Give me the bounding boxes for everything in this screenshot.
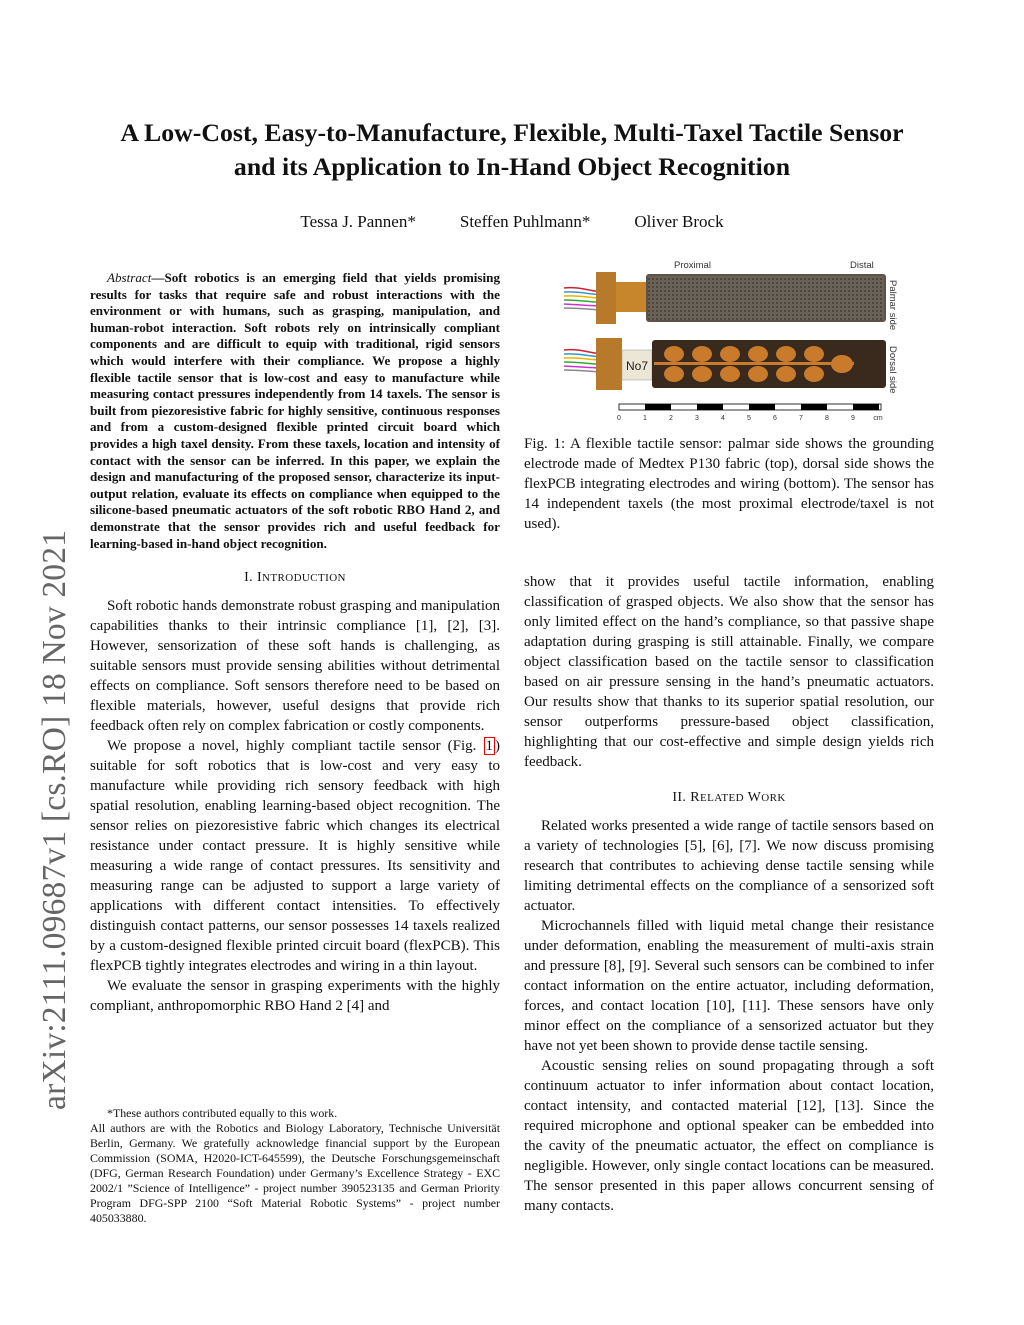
figure-1 <box>524 258 934 422</box>
scale-unit: cm <box>873 415 883 422</box>
right-paragraph-1: show that it provides useful tactile information, enabling classification of grasped objects. We also show that the sensor has only limited effect on the hand’s compliance, so that passive shape adaptation during grasping is still attainable. Finally, we compare object classification based on the tactile sensor to classification based on air pressure sensing in the hand’s pneumatic actuators. Our results show that thanks to its superior spatial resolution, our sensor outperforms pressure-based object classification, highlighting that our cost-effective and simple design yields rich feedback. <box>524 574 934 770</box>
intro-paragraph-2 <box>90 736 500 976</box>
label-dorsal-side: Dorsal side <box>887 346 898 394</box>
intro-paragraph-3: We evaluate the sensor in grasping experiments with the highly compliant, anthropomorphic RBO Hand 2 [4] and <box>90 978 500 1015</box>
scale-tick: 5 <box>747 415 751 422</box>
scale-tick: 0 <box>617 415 621 422</box>
section-initial: I <box>256 570 263 586</box>
scale-tick: 3 <box>695 415 699 422</box>
tag-label-text: No7 <box>625 359 649 373</box>
abstract-dash: — <box>151 270 165 285</box>
section-initial: R <box>690 790 700 805</box>
section-heading-introduction <box>90 568 500 588</box>
scale-tick: 8 <box>825 415 829 422</box>
figure-1-caption: Fig. 1: A flexible tactile sensor: palmar side shows the grounding electrode made of Medtex P130 fabric (top), dorsal side shows the flexPCB integrating electrodes and wiring (bottom). The sensor has 14 independent taxels (the most proximal electrode/taxel is not used). <box>524 436 934 532</box>
scale-tick: 1 <box>643 415 647 422</box>
scale-tick: 6 <box>773 415 777 422</box>
label-palmar-side: Palmar side <box>887 280 898 331</box>
author-1: Tessa J. Pannen* <box>300 212 416 231</box>
scale-tick: 9 <box>851 415 855 422</box>
section-number: I. <box>244 570 254 586</box>
title-line-2: and its Application to In-Hand Object Recognition <box>233 152 791 181</box>
related-paragraph-1: Related works presented a wide range of tactile sensors based on a variety of technologies [5], [6], [7]. We now discuss promising research that contributes to achieving dense tactile sensing while limiting detrimental effects on the compliance of a sensorized soft actuator. <box>524 818 934 914</box>
intro-paragraph-1: Soft robotic hands demonstrate robust grasping and manipulation capabilities thanks to their intrinsic compliance [1], [2], [3]. However, sensorization of these soft hands is challenging, as suitable sensors must provide sensing abilities without detrimental effects on compliance. Soft sensors therefore need to be based on flexible materials, however, useful designs that provide rich feedback often rely on complex fabrication or costly components. <box>90 598 500 735</box>
arxiv-identifier: arXiv:2111.09687v1 [cs.RO] 18 Nov 2021 <box>36 529 73 1110</box>
section-smallcaps: ELATED <box>700 792 744 804</box>
scale-tick: 4 <box>721 415 725 422</box>
footnote-equal-contribution: *These authors contributed equally to this work. <box>107 1106 338 1120</box>
author-3: Oliver Brock <box>634 212 724 231</box>
footnote <box>90 1106 500 1226</box>
section-smallcaps: ORK <box>761 792 786 804</box>
section-number: II. <box>672 790 687 805</box>
section-heading-related-work <box>524 788 934 808</box>
section-initial: W <box>747 790 762 805</box>
author-2: Steffen Puhlmann* <box>459 212 591 231</box>
section-smallcaps: NTRODUCTION <box>262 572 346 585</box>
footnote-affiliation: All authors are with the Robotics and Biology Laboratory, Technische Universität Berlin, Germany. We gratefully acknowledge financial support by the European Commission (SOMA, H2020-ICT-645599), the Deutsche Forschungsgemeinschaft (DFG, German Research Foundation) under Germany’s Excellence Strategy - EXC 2002/1 ”Science of Intelligence” - project number 390523135 and German Priority Program DFG-SPP 2100 “Soft Material Robotic Systems” - project number 405033880. <box>90 1121 500 1225</box>
sensor-photo <box>524 258 934 423</box>
figure-1-link[interactable]: 1 <box>485 738 493 755</box>
label-distal: Distal <box>850 260 874 271</box>
abstract <box>90 270 500 552</box>
scale-tick: 7 <box>799 415 803 422</box>
author-list <box>80 211 944 233</box>
left-column <box>90 270 500 1016</box>
scale-tick: 2 <box>669 415 673 422</box>
label-proximal: Proximal <box>674 260 711 271</box>
scale-bar <box>619 404 881 410</box>
paper-title <box>80 116 944 184</box>
connector-top <box>596 272 616 324</box>
right-column <box>524 258 934 1216</box>
abstract-label: Abstract <box>107 270 152 285</box>
related-paragraph-3: Acoustic sensing relies on sound propagating through a soft continuum actuator to infer information about contact location, contact intensity, and contacted material [12], [13]. Since the required microphone and optional speaker can be embedded into the cavity of the pneumatic actuator, the effect on compliance is negligible. However, only single contact locations can be measured. The sensor presented in this paper allows concurrent sensing of many contacts. <box>524 1058 934 1214</box>
intro-paragraph-2-rest: ) suitable for soft robotics that is low-cost and very easy to manufacture while providing rich sensory feedback with high spatial resolution, enabling learning-based object recognition. The sensor relies on piezoresistive fabric which changes its electrical resistance under contact pressure. It is highly sensitive while measuring a wide range of contact pressures. Its sensitivity and measuring range can be adjusted to support a large variety of applications with different contact intensities. To effectively distinguish contact patterns, our sensor possesses 14 taxels realized by a custom-designed flexible printed circuit board (flexPCB). This flexPCB tightly integrates electrodes and wiring in a thin layout. <box>90 738 500 975</box>
connector-bottom <box>596 338 622 390</box>
scale-tick-labels <box>617 415 883 422</box>
related-paragraph-2: Microchannels filled with liquid metal change their resistance under deformation, enabling the measurement of multi-axis strain and pressure [8], [9]. Several such sensors can be combined to infer contact information on the entire actuator, including deformation, forces, and contact location [10], [11]. These sensors have only minor effect on the compliance of a sensorized actuator but they have not yet been shown to provide dense tactile sensing. <box>524 918 934 1054</box>
flexpcb-neck-top <box>616 282 646 312</box>
title-line-1: A Low-Cost, Easy-to-Manufacture, Flexible, Multi-Taxel Tactile Sensor <box>120 118 904 147</box>
intro-paragraph-2-start: We propose a novel, highly compliant tactile sensor (Fig. <box>107 738 484 755</box>
abstract-text: Soft robotics is an emerging field that yields promising results for tasks that require safe and robust interactions with the environment or with humans, such as grasping, manipulation, and human-robot interaction. Soft robots rely on intrinsically compliant components and are difficult to equip with traditional, rigid sensors which would interfere with their compliance. We propose a highly flexible tactile sensor that is low-cost and easy to manufacture while measuring contact pressures independently from 14 taxels. The sensor is built from piezoresistive fabric for highly sensitive, continuous responses and from a custom-designed flexible printed circuit board which provides a high taxel density. From these taxels, location and intensity of contact with the sensor can be inferred. In this paper, we explain the design and manufacturing of the proposed sensor, characterize its input-output relation, evaluate its effects on compliance when equipped to the silicone-based pneumatic actuators of the soft robotic RBO Hand 2, and demonstrate that the sensor provides rich and useful feedback for learning-based in-hand object recognition. <box>90 270 500 551</box>
